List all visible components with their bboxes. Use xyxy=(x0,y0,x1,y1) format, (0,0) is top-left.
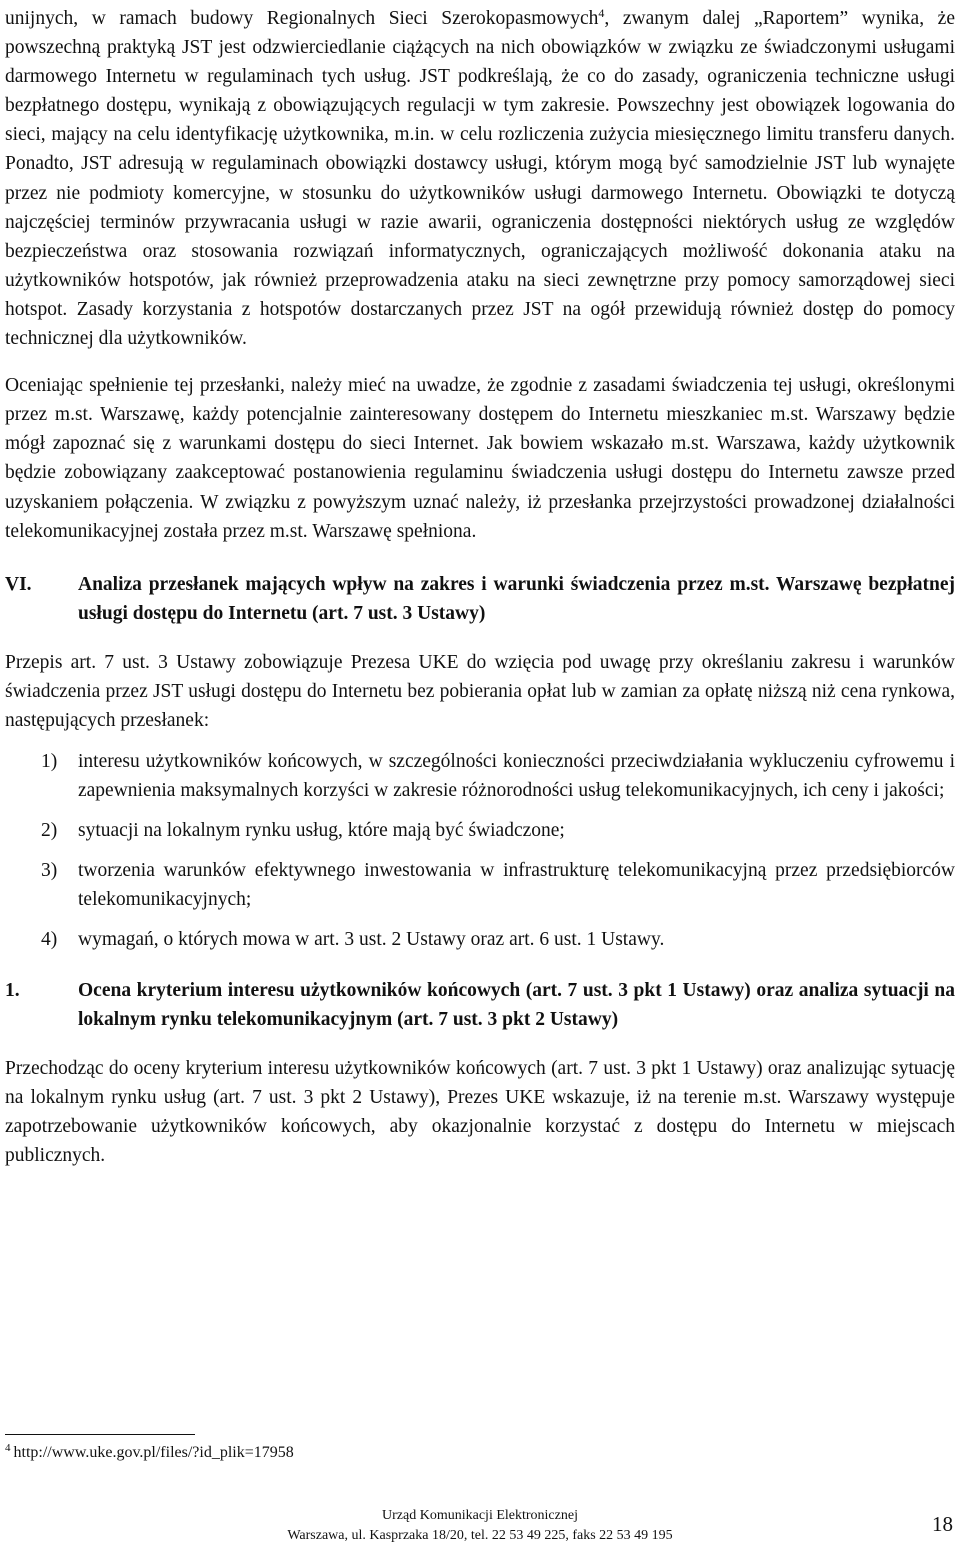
footnote-link[interactable]: http://www.uke.gov.pl/files/?id_plik=17958 xyxy=(13,1444,294,1461)
page-footer xyxy=(0,1506,960,1546)
list-item-number: 1) xyxy=(41,750,58,772)
list-item xyxy=(5,747,955,805)
list-item-number: 4) xyxy=(41,929,58,951)
list-item-text: interesu użytkowników końcowych, w szczególności konieczności przeciwdziałania wykluczeniu cyfrowemu i zapewnienia maksymalnych korzyści w zakresie różnorodności usług telekomunikacyjnych, ich ceny i jakości; xyxy=(78,750,955,802)
subsection-heading-1 xyxy=(5,976,955,1034)
page-number: 18 xyxy=(932,1512,953,1536)
premises-list xyxy=(5,747,955,955)
list-item-number: 3) xyxy=(41,860,58,882)
paragraph-transparency-assessment: Oceniając spełnienie tej przesłanki, należy mieć na uwadze, że zgodnie z zasadami świadczenia tej usługi, określonymi przez m.st. Warszawę, każdy potencjalnie zainteresowany dostępem do Internetu mieszkaniec m.st. Warszawy będzie mógł zapoznać się z warunkami dostępu do sieci Internet. Jak bowiem wskazało m.st. Warszawa, każdy użytkownik będzie zobowiązany zaakceptować postanowienia regulaminu świadczenia usługi dostępu do Internetu zawsze przed uzyskaniem połączenia. W związku z powyższym uznać należy, iż przesłanka przejrzystości prowadzonej działalności telekomunikacyjnej została przez m.st. Warszawę spełniona. xyxy=(5,375,955,542)
footnote-reference[interactable]: 4 xyxy=(598,6,605,20)
footnote xyxy=(5,1443,294,1463)
paragraph-text: unijnych, w ramach budowy Regionalnych Sieci Szerokopasmowych xyxy=(5,8,599,29)
list-item xyxy=(5,925,955,954)
document-page xyxy=(5,4,955,1170)
subsection-number: 1. xyxy=(5,979,20,1001)
paragraph-text: , zwanym dalej „Raportem” wynika, że powszechną praktyką JST jest odzwierciedlanie ciążących na nich obowiązków w związku ze świadczonymi usługami darmowego Internetu w regulaminach tych usług. JST podkreślają, że co do zasady, ograniczenia techniczne usługi bezpłatnego dostępu, wynikają z obowiązujących regulacji w tym zakresie. Powszechny jest obowiązek logowania do sieci, mający na celu identyfikację użytkownika, m.in. w celu rozliczenia zużycia miesięcznego limitu transferu danych. Ponadto, JST adresują w regulaminach obowiązki dostawcy usługi, którym mogą być samodzielnie JST lub wynajęte przez nie podmioty komercyjne, w stosunku do użytkowników usługi darmowego Internetu. Obowiązki te dotyczą najczęściej terminów przywracania usługi w razie awarii, ograniczenia dostępności niektórych usług ze względów bezpieczeństwa oraz stosowania rozwiązań informatycznych, ograniczających możliwość dokonania ataku na użytkowników hotspotów, jak również przeprowadzenia ataku na sieci zewnętrzne przy pomocy samorządowej sieci hotspot. Zasady korzystania z hotspotów dostarczanych przez JST na ogół przewidują również dostęp do pomocy technicznej dla użytkowników. xyxy=(5,8,955,350)
footer-organization: Urząd Komunikacji Elektronicznej xyxy=(382,1508,578,1523)
list-item-number: 2) xyxy=(41,820,58,842)
list-item-text: wymagań, o których mowa w art. 3 ust. 2 Ustawy oraz art. 6 ust. 1 Ustawy. xyxy=(78,929,665,951)
paragraph-raport-findings xyxy=(5,4,955,353)
list-item-text: tworzenia warunków efektywnego inwestowania w infrastrukturę telekomunikacyjną przez przedsiębiorców telekomunikacyjnych; xyxy=(78,860,955,911)
subsection-title: Ocena kryterium interesu użytkowników końcowych (art. 7 ust. 3 pkt 1 Ustawy) oraz analiza sytuacji na lokalnym rynku telekomunikacyjnym (art. 7 ust. 3 pkt 2 Ustawy) xyxy=(78,979,955,1030)
section-title: Analiza przesłanek mających wpływ na zakres i warunki świadczenia przez m.st. Warszawę bezpłatnej usługi dostępu do Internetu (art. 7 ust. 3 Ustawy) xyxy=(78,573,955,624)
section-heading-vi xyxy=(5,570,955,628)
list-item xyxy=(5,816,955,845)
section-number: VI. xyxy=(5,573,32,595)
footer-address: Warszawa, ul. Kasprzaka 18/20, tel. 22 53 49 225, faks 22 53 49 195 xyxy=(287,1528,673,1543)
paragraph-end-user-interest: Przechodząc do oceny kryterium interesu użytkowników końcowych (art. 7 ust. 3 pkt 1 Ustawy) oraz analizując sytuację na lokalnym rynku usług (art. 7 ust. 3 pkt 2 Ustawy), Prezes UKE wskazuje, iż na terenie m.st. Warszawy występuje zapotrzebowanie użytkowników końcowych, aby okazjonalnie korzystać z dostępu do Internetu w miejscach publicznych. xyxy=(5,1057,955,1166)
footnote-divider xyxy=(5,1434,195,1435)
footnote-marker: 4 xyxy=(5,1442,11,1454)
paragraph-statutory-provision: Przepis art. 7 ust. 3 Ustawy zobowiązuje Prezesa UKE do wzięcia pod uwagę przy określaniu zakresu i warunków świadczenia przez JST usługi dostępu do Internetu bez pobierania opłat lub w zamian za opłatę niższą niż cena rynkowa, następujących przesłanek: xyxy=(5,651,955,731)
list-item xyxy=(5,856,955,914)
list-item-text: sytuacji na lokalnym rynku usług, które mają być świadczone; xyxy=(78,820,565,842)
